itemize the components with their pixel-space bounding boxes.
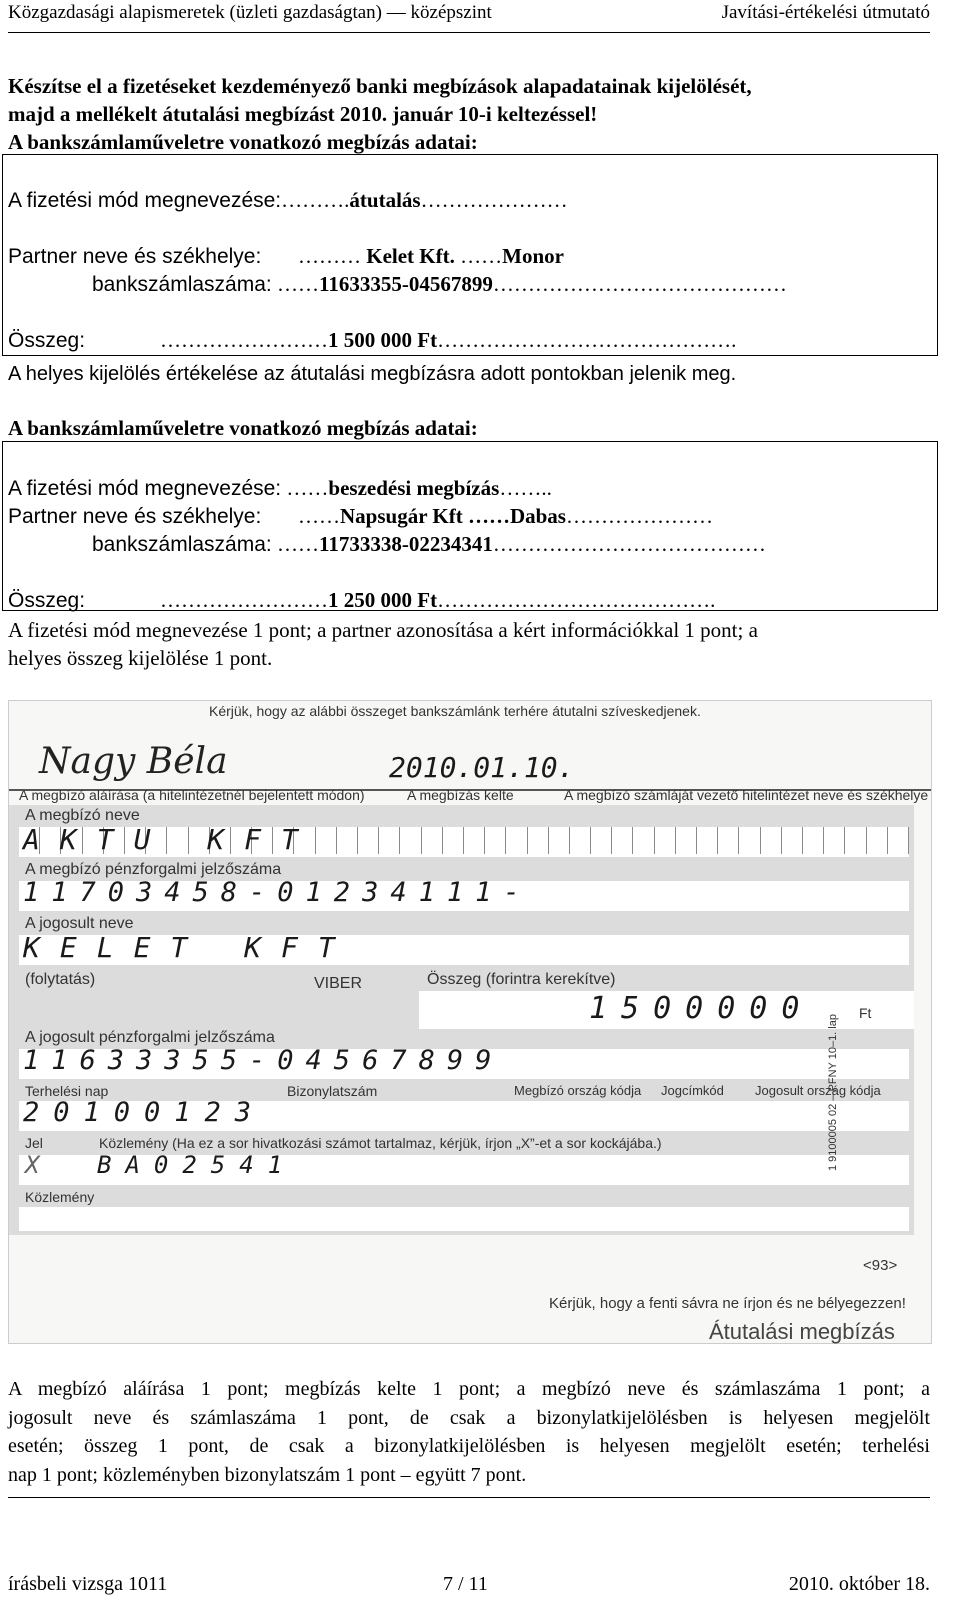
s2-dots: ……..	[499, 476, 552, 500]
debit-day-label: Terhelési nap	[25, 1083, 109, 1099]
s1-account-label: bankszámlaszáma:	[92, 273, 272, 296]
s1-mode-row	[8, 188, 568, 213]
s1-amount-row	[160, 328, 736, 353]
s1-mode-label: A fizetési mód megnevezése:	[8, 189, 282, 212]
mark-label: Jel	[25, 1135, 43, 1151]
amount-label: Összeg (forintra kerekítve)	[427, 971, 616, 988]
scoring-line: esetén; összeg 1 pont, de csak a bizonylatkijelölésben is helyesen megjelölt esetén; terhelési	[8, 1435, 930, 1457]
scoring-text	[8, 1375, 930, 1489]
s1-dots: ……………………………………	[492, 272, 787, 296]
section1-title: A bankszámlaműveletre vonatkozó megbízás adatai:	[8, 130, 478, 154]
s2-account-value: 11733338-02234341	[319, 532, 493, 556]
s2-account-row	[92, 532, 766, 557]
header-divider	[8, 32, 930, 33]
form-side-code: 1 9100005 02 – PFNY 10–1. lap	[827, 1014, 839, 1171]
country-label: Megbízó ország kódja	[514, 1083, 642, 1098]
s1-dots: ……	[277, 272, 319, 296]
s2-dots: ……	[277, 532, 319, 556]
payer-acc-label: A megbízó pénzforgalmi jelzőszáma	[25, 861, 282, 878]
comment-label: Közlemény (Ha ez a sor hivatkozási számot tartalmaz, kérjük, írjon „X”-et a sor kockájába.)	[99, 1135, 662, 1151]
payee-acc-value: 11633355-04567899	[23, 1045, 504, 1076]
payee-country-label: Jogosult ország kódja	[755, 1083, 881, 1098]
scoring-line: nap 1 pont; közleményben bizonylatszám 1 pont – együtt 7 pont.	[8, 1463, 527, 1486]
s2-partner-row	[298, 504, 713, 529]
s2-amount-label: Összeg:	[8, 589, 86, 612]
s1-mode-value: átutalás	[349, 188, 421, 212]
s2-account-label: bankszámlaszáma:	[92, 533, 272, 556]
payee-name-value: KELET KFT	[23, 931, 355, 964]
s2-mode-label: A fizetési mód megnevezése:	[8, 477, 282, 500]
legal-label: Jogcímkód	[661, 1083, 724, 1098]
s1-partner-row	[8, 244, 261, 269]
scoring-line: jogosult neve és számlaszáma 1 pont, de csak a bizonylatkijelölésben is helyesen megjelölt	[8, 1406, 930, 1429]
debit-day-value: 20100123	[23, 1097, 266, 1128]
s2-dots: ……	[286, 476, 329, 500]
footer-right: 2010. október 18.	[788, 1573, 930, 1595]
header-right: Javítási-értékelési útmutató	[721, 2, 930, 23]
s2-dots: …………………	[565, 504, 713, 528]
comment-value: BA02541	[97, 1151, 297, 1179]
comment2-label: Közlemény	[25, 1189, 95, 1205]
s1-dots: …………………	[420, 188, 568, 212]
s1-amount-value: 1 500 000 Ft	[328, 328, 438, 352]
date-value: 2010.01.10.	[389, 751, 575, 784]
s1-dots: ……………………	[160, 328, 328, 352]
s1-account-row	[92, 272, 787, 297]
form-top-text: Kérjük, hogy az alábbi összeget bankszámlánk terhére átutalni szíveskedjenek.	[209, 703, 701, 719]
cont-label: (folytatás)	[25, 971, 96, 988]
form-title: Átutalási megbízás	[709, 1319, 895, 1344]
s2-dots: …………………………………	[492, 532, 766, 556]
ft-label: Ft	[859, 1005, 872, 1021]
note-2-line-1: A fizetési mód megnevezése 1 pont; a partner azonosítása a kért információkkal 1 pont; a	[8, 618, 758, 642]
signature: Nagy Béla	[39, 741, 228, 782]
s2-mode-value: beszedési megbízás	[328, 476, 500, 500]
payer-acc-value: 11703458-01234111-	[23, 877, 532, 908]
s1-dots: ……….	[281, 188, 350, 212]
date-label: A megbízás kelte	[407, 787, 514, 803]
s1-amount-label: Összeg:	[8, 329, 86, 352]
page-number: 7 / 11	[443, 1573, 488, 1595]
comment2-cells	[19, 1207, 909, 1231]
amount-value: 1500000	[589, 991, 814, 1026]
s1-account-value: 11633355-04567899	[319, 272, 493, 296]
payee-acc-label: A jogosult pénzforgalmi jelzőszáma	[25, 1029, 275, 1046]
form-bottom-text: Kérjük, hogy a fenti sávra ne írjon és ne bélyegezzen!	[549, 1295, 906, 1312]
viber-label: VIBER	[314, 975, 363, 992]
section2-title: A bankszámlaműveletre vonatkozó megbízás adatai:	[8, 416, 478, 440]
s1-partner-city: Monor	[502, 244, 564, 268]
task-line-2: majd a mellékelt átutalási megbízást 2010. január 10-i keltezéssel!	[8, 102, 598, 126]
mark-value: X	[25, 1151, 40, 1179]
bank-label: A megbízó számláját vezető hitelintézet neve és székhelye	[564, 787, 929, 803]
s2-dots: ……	[298, 504, 340, 528]
s1-dots: ………	[298, 244, 367, 268]
payer-name-value: AKTU KFT	[23, 823, 318, 856]
payer-name-label: A megbízó neve	[25, 807, 140, 824]
s1-partner-name: Kelet Kft.	[366, 244, 455, 268]
s2-dots: ……………………	[160, 588, 328, 612]
doc-no-label: Bizonylatszám	[287, 1083, 378, 1099]
task-line-1: Készítse el a fizetéseket kezdeményező banki megbízások alapadatainak kijelölését,	[8, 74, 752, 98]
form-code: <93>	[863, 1257, 898, 1274]
header-left: Közgazdasági alapismeretek (üzleti gazdaságtan) — középszint	[8, 2, 492, 23]
s1-dots: …………………………………….	[437, 328, 737, 352]
footer-left: írásbeli vizsga 1011	[8, 1573, 168, 1595]
transfer-order-form	[8, 700, 932, 1344]
payee-name-label: A jogosult neve	[25, 915, 134, 932]
signature-label: A megbízó aláírása (a hitelintézetnél bejelentett módon)	[19, 787, 365, 803]
s2-amount-value: 1 250 000 Ft	[328, 588, 438, 612]
form-fields-area	[9, 805, 914, 1235]
s1-dots: ……	[454, 244, 503, 268]
s1-partner-value-row	[298, 244, 564, 269]
scoring-line: A megbízó aláírása 1 pont; megbízás kelte 1 pont; a megbízó neve és számlaszáma 1 pont; a	[8, 1378, 930, 1400]
s1-partner-label: Partner neve és székhelye:	[8, 245, 262, 268]
s2-dots: ………………………………….	[437, 588, 716, 612]
footer-divider	[8, 1497, 930, 1498]
s2-amount-row	[160, 588, 715, 613]
s2-partner-label: Partner neve és székhelye:	[8, 505, 262, 528]
note-2-line-2: helyes összeg kijelölése 1 pont.	[8, 646, 273, 670]
s2-mode-row	[8, 476, 552, 501]
s2-partner-name: Napsugár Kft ……Dabas	[340, 504, 566, 528]
note-1: A helyes kijelölés értékelése az átutalási megbízásra adott pontokban jelenik meg.	[8, 363, 737, 385]
